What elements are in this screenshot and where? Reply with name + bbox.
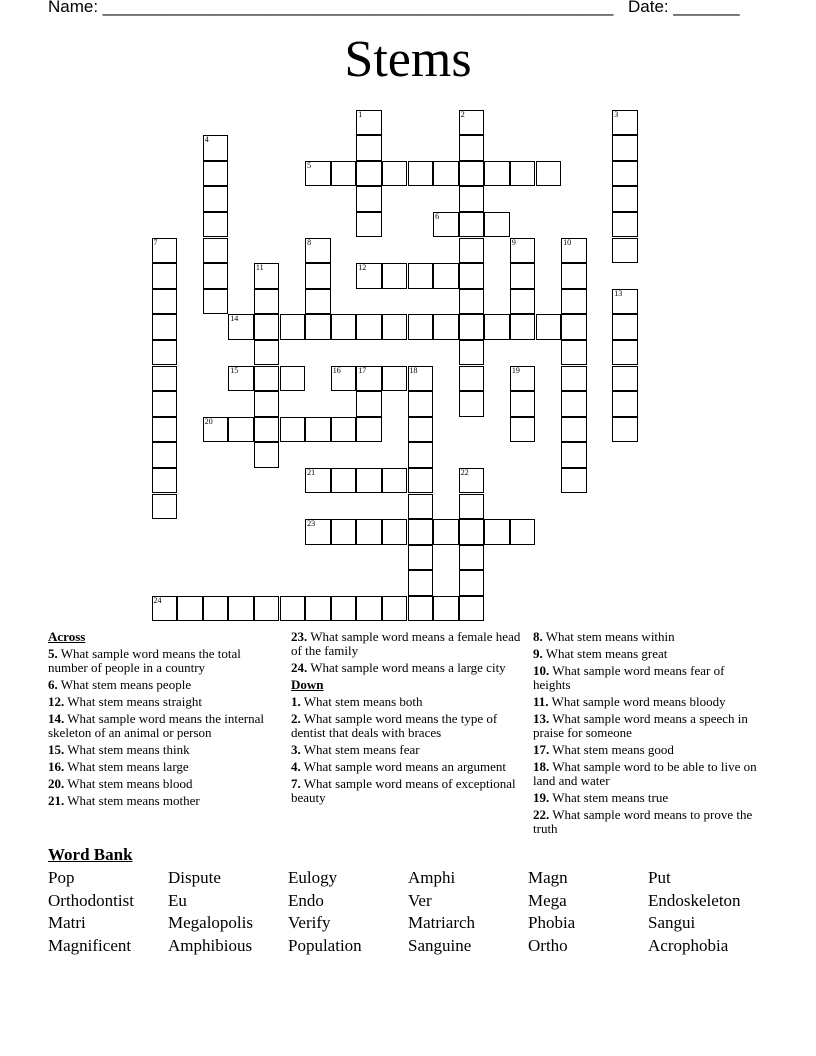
grid-cell[interactable] [612, 391, 638, 417]
clue-number: 18 [409, 365, 418, 375]
word-bank-item: Ver [408, 890, 432, 910]
clue-number: 15 [230, 365, 239, 375]
clue-number: 9 [511, 237, 516, 247]
clue-number: 7 [153, 237, 158, 247]
grid-cell[interactable] [305, 263, 331, 289]
clue-number: 19 [511, 365, 520, 375]
clue-text: What sample word means of exceptional beauty [291, 776, 516, 805]
word-bank-item: Amphibious [168, 936, 253, 956]
word-bank-item: Verify [288, 913, 331, 933]
clue-number-label: 20. [48, 776, 65, 791]
grid-cell[interactable] [254, 366, 280, 392]
across-clue [291, 630, 523, 658]
grid-cell[interactable] [152, 366, 178, 392]
clue-text: What sample word means a speech in praise for someone [533, 711, 748, 740]
clue-number-label: 19. [533, 790, 550, 805]
name-field-label: Name: ______________________________________________________ [48, 0, 614, 16]
clue-text: What stem means blood [64, 776, 193, 791]
clue-number-label: 15. [48, 742, 65, 757]
clue-number-label: 11. [533, 694, 549, 709]
clue-text: What sample word to be able to live on land and water [533, 759, 757, 788]
down-clue [533, 760, 765, 788]
grid-cell[interactable] [203, 238, 229, 264]
grid-cell[interactable] [228, 417, 254, 443]
grid-cell[interactable] [510, 314, 536, 340]
clue-number: 14 [230, 314, 239, 324]
clue-text: What stem means within [542, 629, 675, 644]
down-clue [533, 630, 765, 644]
down-clue [533, 743, 765, 757]
across-heading: Across [48, 629, 86, 644]
clues-column-2 [291, 630, 523, 808]
grid-cell[interactable] [408, 519, 434, 545]
grid-cell[interactable] [612, 238, 638, 264]
grid-cell[interactable] [331, 468, 357, 494]
grid-cell[interactable] [408, 468, 434, 494]
clue-number: 16 [332, 365, 341, 375]
grid-cell[interactable] [459, 161, 485, 187]
grid-cell[interactable] [459, 570, 485, 596]
down-clue [291, 760, 523, 774]
grid-cell[interactable] [203, 212, 229, 238]
grid-cell[interactable] [561, 340, 587, 366]
grid-cell[interactable] [280, 417, 306, 443]
grid-cell[interactable] [459, 340, 485, 366]
clue-text: What sample word means a female head of the family [291, 629, 521, 658]
grid-cell[interactable] [382, 366, 408, 392]
grid-cell[interactable] [356, 519, 382, 545]
grid-cell[interactable] [459, 391, 485, 417]
clue-text: What sample word means to prove the truth [533, 807, 753, 836]
down-clue [533, 647, 765, 661]
across-clue [48, 647, 280, 675]
grid-cell[interactable] [382, 519, 408, 545]
grid-cell[interactable] [382, 161, 408, 187]
grid-cell[interactable] [356, 186, 382, 212]
grid-cell[interactable] [152, 314, 178, 340]
grid-cell[interactable] [203, 161, 229, 187]
clue-text: What sample word means the internal skeleton of an animal or person [48, 711, 265, 740]
grid-cell[interactable] [356, 135, 382, 161]
grid-cell[interactable] [228, 596, 254, 622]
grid-cell[interactable] [459, 494, 485, 520]
grid-cell[interactable] [612, 340, 638, 366]
grid-cell[interactable] [510, 161, 536, 187]
clue-text: What stem means straight [64, 694, 202, 709]
down-clue [291, 695, 523, 709]
grid-cell[interactable] [152, 391, 178, 417]
grid-cell[interactable] [459, 263, 485, 289]
grid-cell[interactable] [561, 263, 587, 289]
down-clue [291, 712, 523, 740]
grid-cell[interactable] [408, 161, 434, 187]
grid-cell[interactable] [459, 186, 485, 212]
clue-number-label: 18. [533, 759, 550, 774]
clue-number-label: 6. [48, 677, 58, 692]
grid-cell[interactable] [484, 519, 510, 545]
grid-cell[interactable] [561, 417, 587, 443]
clue-text: What sample word means the type of dentist that deals with braces [291, 711, 498, 740]
grid-cell[interactable] [459, 366, 485, 392]
clue-number-label: 5. [48, 646, 58, 661]
clue-number: 1 [358, 109, 363, 119]
grid-cell[interactable] [459, 596, 485, 622]
grid-cell[interactable] [408, 417, 434, 443]
grid-cell[interactable] [356, 417, 382, 443]
grid-cell[interactable] [203, 263, 229, 289]
clue-number-label: 23. [291, 629, 308, 644]
grid-cell[interactable] [459, 314, 485, 340]
down-clue [291, 743, 523, 757]
grid-cell[interactable] [536, 314, 562, 340]
grid-cell[interactable] [484, 212, 510, 238]
grid-cell[interactable] [305, 417, 331, 443]
grid-cell[interactable] [331, 417, 357, 443]
grid-cell[interactable] [459, 212, 485, 238]
clue-number: 3 [614, 109, 619, 119]
clue-text: What stem means fear [300, 742, 420, 757]
clue-number-label: 22. [533, 807, 550, 822]
clue-number: 4 [204, 135, 209, 145]
clue-text: What stem means large [64, 759, 189, 774]
word-bank-item: Magn [528, 868, 568, 887]
word-bank-title: Word Bank [48, 845, 133, 864]
clue-number-label: 8. [533, 629, 543, 644]
grid-cell[interactable] [254, 442, 280, 468]
grid-cell[interactable] [356, 391, 382, 417]
word-bank-item: Population [288, 936, 362, 956]
grid-cell[interactable] [433, 596, 459, 622]
grid-cell[interactable] [484, 314, 510, 340]
grid-cell[interactable] [612, 366, 638, 392]
word-bank-item: Acrophobia [648, 936, 729, 956]
clue-number-label: 10. [533, 663, 550, 678]
down-clue [533, 695, 765, 709]
word-bank-item: Dispute [168, 868, 221, 887]
across-clue [48, 777, 280, 791]
clue-number-label: 9. [533, 646, 543, 661]
word-bank-item: Endoskeleton [648, 890, 741, 910]
clue-number: 21 [307, 467, 316, 477]
clue-number: 22 [460, 467, 469, 477]
word-bank-item: Amphi [408, 868, 456, 887]
across-clue [48, 695, 280, 709]
across-clue [48, 712, 280, 740]
word-bank-item: Megalopolis [168, 913, 253, 933]
grid-cell[interactable] [152, 494, 178, 520]
grid-cell[interactable] [561, 442, 587, 468]
word-bank-item: Mega [528, 890, 567, 910]
clue-number: 10 [563, 237, 572, 247]
grid-cell[interactable] [152, 340, 178, 366]
grid-cell[interactable] [254, 314, 280, 340]
grid-cell[interactable] [433, 161, 459, 187]
down-clue [533, 712, 765, 740]
across-clue [48, 794, 280, 808]
grid-cell[interactable] [510, 391, 536, 417]
grid-cell[interactable] [331, 314, 357, 340]
grid-cell[interactable] [382, 468, 408, 494]
word-bank-item: Eu [168, 890, 187, 910]
word-bank-item: Sanguine [408, 936, 472, 956]
grid-cell[interactable] [152, 263, 178, 289]
grid-cell[interactable] [280, 366, 306, 392]
clue-number-label: 13. [533, 711, 550, 726]
grid-cell[interactable] [408, 570, 434, 596]
grid-cell[interactable] [510, 417, 536, 443]
clue-text: What stem means great [542, 646, 668, 661]
grid-cell[interactable] [612, 212, 638, 238]
grid-cell[interactable] [254, 391, 280, 417]
clue-number: 5 [307, 160, 312, 170]
date-field-label: Date: _______ [628, 0, 740, 16]
grid-cell[interactable] [612, 417, 638, 443]
grid-cell[interactable] [152, 442, 178, 468]
clue-number: 13 [614, 288, 623, 298]
down-clue [291, 777, 523, 805]
word-bank-item: Orthodontist [48, 890, 134, 910]
grid-cell[interactable] [459, 135, 485, 161]
grid-cell[interactable] [510, 289, 536, 315]
word-bank-item: Magnificent [48, 936, 132, 956]
clue-text: What stem means people [57, 677, 192, 692]
grid-cell[interactable] [254, 289, 280, 315]
grid-cell[interactable] [510, 519, 536, 545]
clue-text: What stem means good [549, 742, 674, 757]
grid-cell[interactable] [459, 289, 485, 315]
grid-cell[interactable] [561, 366, 587, 392]
clue-number: 8 [307, 237, 312, 247]
grid-cell[interactable] [254, 596, 280, 622]
grid-cell[interactable] [459, 238, 485, 264]
grid-cell[interactable] [408, 391, 434, 417]
word-bank-item: Pop [48, 868, 75, 887]
clue-number: 12 [358, 263, 367, 273]
grid-cell[interactable] [254, 340, 280, 366]
word-bank-item: Put [648, 868, 671, 887]
grid-cell[interactable] [356, 468, 382, 494]
clue-text: What stem means mother [64, 793, 200, 808]
grid-cell[interactable] [305, 314, 331, 340]
across-clue [48, 678, 280, 692]
clue-number-label: 12. [48, 694, 65, 709]
grid-cell[interactable] [152, 417, 178, 443]
word-bank-item: Phobia [528, 913, 576, 933]
grid-cell[interactable] [203, 596, 229, 622]
clue-number-label: 4. [291, 759, 301, 774]
grid-cell[interactable] [254, 417, 280, 443]
grid-cell[interactable] [561, 391, 587, 417]
clues-column-3 [533, 630, 765, 839]
grid-cell[interactable] [382, 314, 408, 340]
grid-cell[interactable] [612, 135, 638, 161]
clue-number: 24 [153, 595, 162, 605]
grid-cell[interactable] [152, 468, 178, 494]
clue-number: 11 [255, 263, 264, 273]
clue-number-label: 16. [48, 759, 65, 774]
grid-cell[interactable] [382, 263, 408, 289]
grid-cell[interactable] [459, 519, 485, 545]
down-clue [533, 791, 765, 805]
grid-cell[interactable] [356, 314, 382, 340]
clue-number: 2 [460, 109, 465, 119]
grid-cell[interactable] [177, 596, 203, 622]
down-clue [533, 664, 765, 692]
down-clue [533, 808, 765, 836]
grid-cell[interactable] [433, 263, 459, 289]
clue-text: What sample word means an argument [300, 759, 507, 774]
across-clue [48, 760, 280, 774]
clue-number: 17 [358, 365, 367, 375]
grid-cell[interactable] [331, 519, 357, 545]
grid-cell[interactable] [305, 596, 331, 622]
word-bank-item: Matri [48, 913, 86, 933]
grid-cell[interactable] [356, 161, 382, 187]
grid-cell[interactable] [433, 314, 459, 340]
grid-cell[interactable] [203, 289, 229, 315]
clue-number-label: 17. [533, 742, 550, 757]
clues-column-1 [48, 630, 280, 811]
grid-cell[interactable] [382, 596, 408, 622]
clue-number-label: 2. [291, 711, 301, 726]
grid-cell[interactable] [152, 289, 178, 315]
grid-cell[interactable] [408, 494, 434, 520]
clue-number-label: 24. [291, 660, 308, 675]
clue-number: 23 [307, 519, 316, 529]
word-bank [48, 867, 768, 958]
grid-cell[interactable] [331, 161, 357, 187]
clue-text: What stem means think [64, 742, 190, 757]
clue-number-label: 3. [291, 742, 301, 757]
clue-text: What stem means true [549, 790, 669, 805]
grid-cell[interactable] [305, 289, 331, 315]
clue-number-label: 14. [48, 711, 65, 726]
grid-cell[interactable] [331, 596, 357, 622]
grid-cell[interactable] [408, 545, 434, 571]
grid-cell[interactable] [536, 161, 562, 187]
clue-text: What stem means both [300, 694, 423, 709]
clue-number-label: 7. [291, 776, 301, 791]
word-bank-item: Endo [288, 890, 324, 910]
grid-cell[interactable] [203, 186, 229, 212]
word-bank-item: Ortho [528, 936, 568, 956]
grid-cell[interactable] [561, 289, 587, 315]
down-heading: Down [291, 677, 324, 692]
across-clue [291, 661, 523, 675]
grid-cell[interactable] [280, 314, 306, 340]
clue-text: What sample word means bloody [548, 694, 726, 709]
grid-cell[interactable] [459, 545, 485, 571]
grid-cell[interactable] [612, 314, 638, 340]
grid-cell[interactable] [561, 314, 587, 340]
grid-cell[interactable] [433, 519, 459, 545]
clue-number-label: 21. [48, 793, 65, 808]
clue-text: What sample word means fear of heights [533, 663, 725, 692]
clue-number: 20 [204, 416, 213, 426]
clue-text: What sample word means a large city [307, 660, 506, 675]
grid-cell[interactable] [484, 161, 510, 187]
clue-text: What sample word means the total number of people in a country [48, 646, 241, 675]
grid-cell[interactable] [408, 263, 434, 289]
grid-cell[interactable] [510, 263, 536, 289]
grid-cell[interactable] [408, 442, 434, 468]
clue-number-label: 1. [291, 694, 301, 709]
grid-cell[interactable] [612, 161, 638, 187]
page-title: Stems [344, 31, 472, 88]
grid-cell[interactable] [356, 212, 382, 238]
across-clue [48, 743, 280, 757]
grid-cell[interactable] [612, 186, 638, 212]
grid-cell[interactable] [280, 596, 306, 622]
word-bank-item: Sangui [648, 913, 696, 933]
clue-number: 6 [435, 211, 440, 221]
grid-cell[interactable] [561, 468, 587, 494]
grid-cell[interactable] [356, 596, 382, 622]
word-bank-item: Matriarch [408, 913, 476, 933]
grid-cell[interactable] [408, 314, 434, 340]
word-bank-item: Eulogy [288, 868, 338, 887]
grid-cell[interactable] [408, 596, 434, 622]
